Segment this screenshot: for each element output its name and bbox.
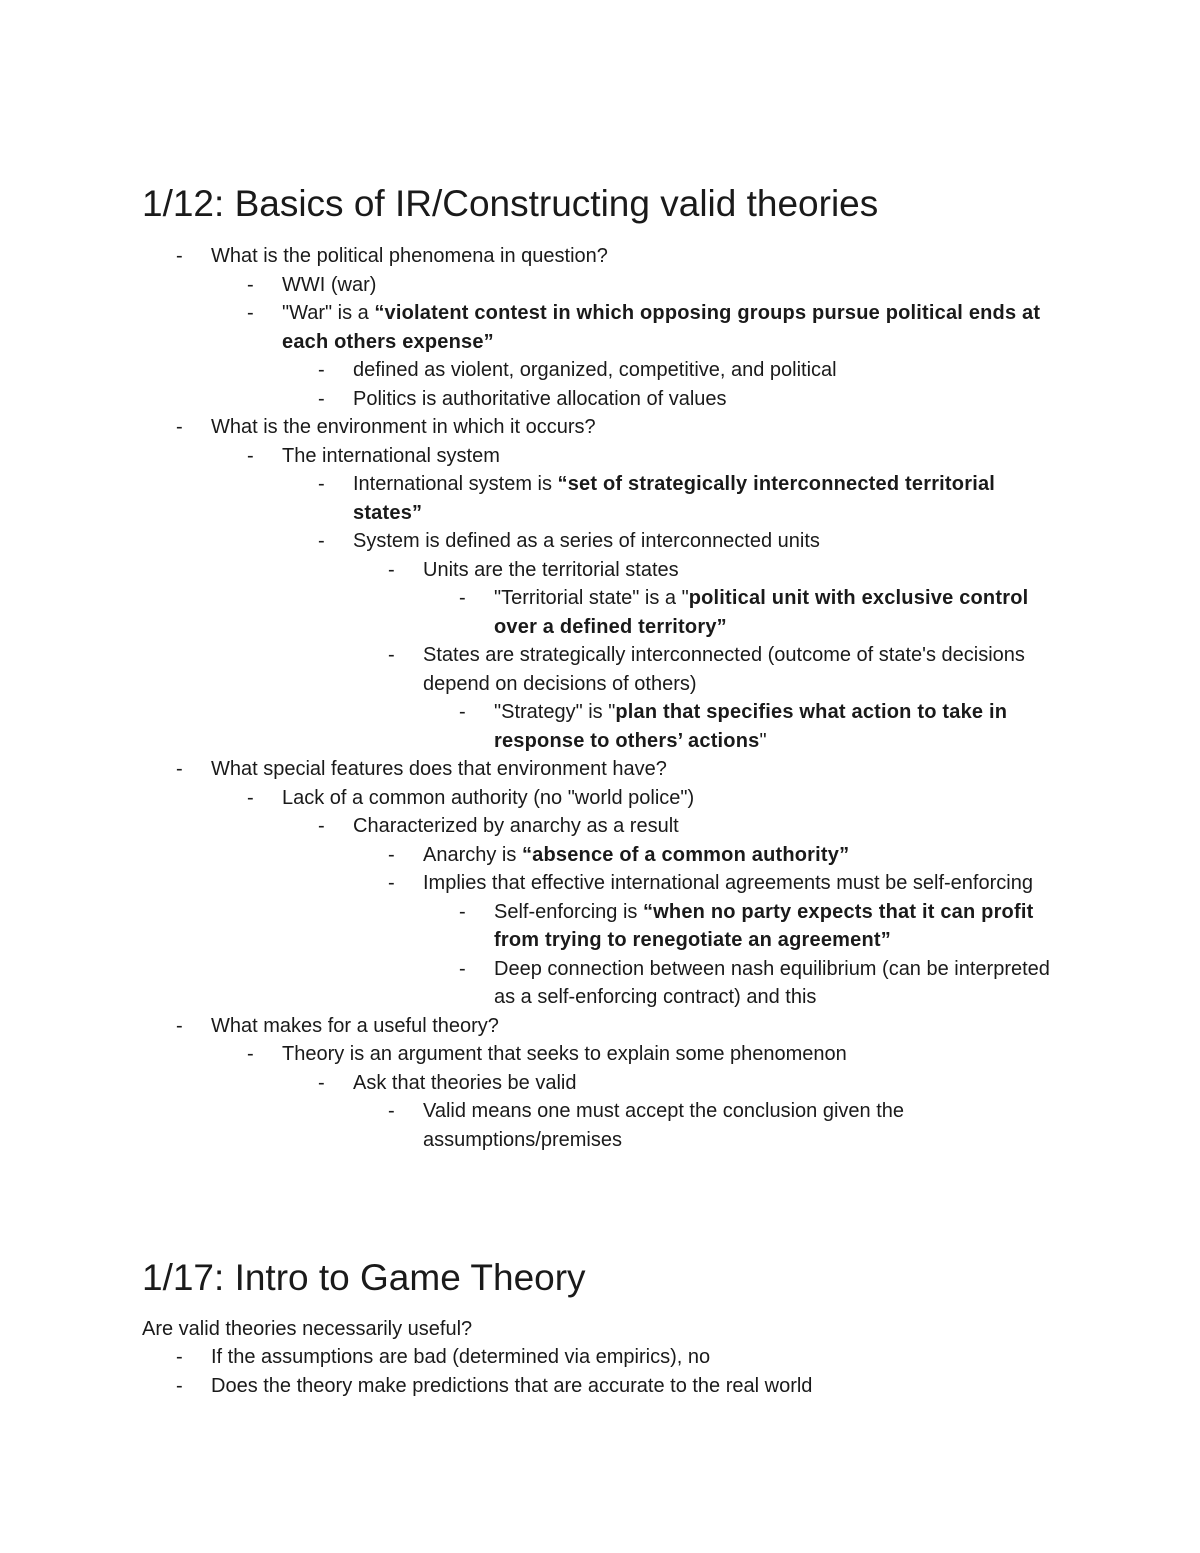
list-item xyxy=(0,527,1200,556)
list-item xyxy=(0,812,1200,841)
bullet-dash: - xyxy=(176,1346,183,1368)
item-text: Characterized by anarchy as a result xyxy=(353,815,679,837)
item-text: WWI (war) xyxy=(282,273,377,296)
item-text: What special features does that environment have? xyxy=(211,758,667,780)
item-text: Self-enforcing is xyxy=(494,900,643,923)
list-item xyxy=(0,955,1200,1012)
list-item xyxy=(0,1012,1200,1041)
list-item xyxy=(0,698,1200,755)
bullet-dash: - xyxy=(459,957,466,980)
item-text: Lack of a common authority (no "world police") xyxy=(282,786,695,809)
list-item xyxy=(0,271,1200,300)
bullet-dash: - xyxy=(388,558,395,581)
list-item xyxy=(0,299,1200,356)
bullet-dash: - xyxy=(318,530,325,552)
bullet-dash: - xyxy=(318,359,325,381)
list-item xyxy=(0,841,1200,870)
item-text: What is the environment in which it occurs? xyxy=(211,416,596,438)
list-item xyxy=(0,784,1200,813)
bullet-dash: - xyxy=(388,843,395,866)
bullet-dash: - xyxy=(247,444,254,467)
list-item xyxy=(0,1097,1200,1154)
bullet-dash: - xyxy=(318,1071,325,1094)
bullet-dash: - xyxy=(247,273,254,296)
list-item xyxy=(0,1069,1200,1098)
item-text: Theory is an argument that seeks to explain some phenomenon xyxy=(282,1043,847,1065)
item-text: defined as violent, organized, competitive, and political xyxy=(353,359,837,381)
bullet-dash: - xyxy=(176,758,183,780)
item-text: System is defined as a series of interconnected units xyxy=(353,530,820,552)
bullet-dash: - xyxy=(247,786,254,809)
list-item xyxy=(0,898,1200,955)
section-heading-2: 1/17: Intro to Game Theory xyxy=(142,1257,586,1298)
item-text: "Territorial state" is a " xyxy=(494,587,689,609)
bullet-list-2 xyxy=(0,1343,1200,1400)
item-text: Anarchy is xyxy=(423,843,522,866)
list-item xyxy=(0,385,1200,414)
item-text: Deep connection between nash equilibrium (can be interpreted as a self-enforcing contract) and this xyxy=(494,957,1050,1008)
bullet-dash: - xyxy=(176,1014,183,1037)
list-item xyxy=(0,442,1200,471)
bullet-dash: - xyxy=(459,701,466,723)
bold-definition-text: plan that specifies what action to take in response to others’ actions xyxy=(494,701,1008,752)
bold-definition-text: “violatent contest in which opposing groups pursue political ends at each others expense” xyxy=(282,302,1041,353)
bold-definition-text: political unit with exclusive control over a defined territory” xyxy=(494,587,1029,638)
bullet-dash: - xyxy=(247,302,254,324)
bold-definition-text: “set of strategically interconnected territorial states” xyxy=(353,473,996,524)
list-item xyxy=(0,1343,1200,1372)
list-item xyxy=(0,413,1200,442)
item-text: "War" is a xyxy=(282,302,375,324)
item-text: Units are the territorial states xyxy=(423,558,679,581)
list-item xyxy=(0,641,1200,698)
list-item xyxy=(0,356,1200,385)
bullet-dash: - xyxy=(318,815,325,837)
item-text: Politics is authoritative allocation of values xyxy=(353,387,727,410)
item-text: "Strategy" is " xyxy=(494,701,616,723)
bullet-dash: - xyxy=(388,872,395,894)
section-heading-1: 1/12: Basics of IR/Constructing valid theories xyxy=(142,183,879,224)
item-text: States are strategically interconnected (outcome of state's decisions depend on decisions of others) xyxy=(423,644,1025,695)
item-text: Ask that theories be valid xyxy=(353,1071,577,1094)
bullet-dash: - xyxy=(247,1043,254,1065)
bold-definition-text: “when no party expects that it can profit from trying to renegotiate an agreement” xyxy=(494,900,1034,951)
item-text: If the assumptions are bad (determined via empirics), no xyxy=(211,1346,711,1368)
item-text: Implies that effective international agreements must be self-enforcing xyxy=(423,872,1033,894)
bullet-dash: - xyxy=(176,1374,183,1397)
bold-definition-text: “absence of a common authority” xyxy=(521,843,850,866)
list-item xyxy=(0,556,1200,585)
bullet-dash: - xyxy=(459,900,466,923)
bullet-dash: - xyxy=(388,644,395,666)
item-text: Valid means one must accept the conclusion given the assumptions/premises xyxy=(423,1100,905,1151)
bullet-list-1 xyxy=(0,242,1200,1154)
item-text: International system is xyxy=(353,473,558,495)
item-text: " xyxy=(759,729,767,752)
item-text: Does the theory make predictions that are accurate to the real world xyxy=(211,1374,813,1397)
bullet-dash: - xyxy=(459,587,466,609)
list-item xyxy=(0,755,1200,784)
bullet-dash: - xyxy=(388,1100,395,1122)
paragraph-text: Are valid theories necessarily useful? xyxy=(142,1318,473,1340)
list-item xyxy=(0,242,1200,271)
list-item xyxy=(0,1372,1200,1401)
item-text: What is the political phenomena in question? xyxy=(211,245,608,267)
list-item xyxy=(0,584,1200,641)
list-item xyxy=(0,869,1200,898)
list-item xyxy=(0,1040,1200,1069)
item-text: The international system xyxy=(282,444,500,467)
list-item xyxy=(0,470,1200,527)
bullet-dash: - xyxy=(318,387,325,410)
bullet-dash: - xyxy=(318,473,325,495)
bullet-dash: - xyxy=(176,245,183,267)
bullet-dash: - xyxy=(176,416,183,438)
item-text: What makes for a useful theory? xyxy=(211,1014,499,1037)
